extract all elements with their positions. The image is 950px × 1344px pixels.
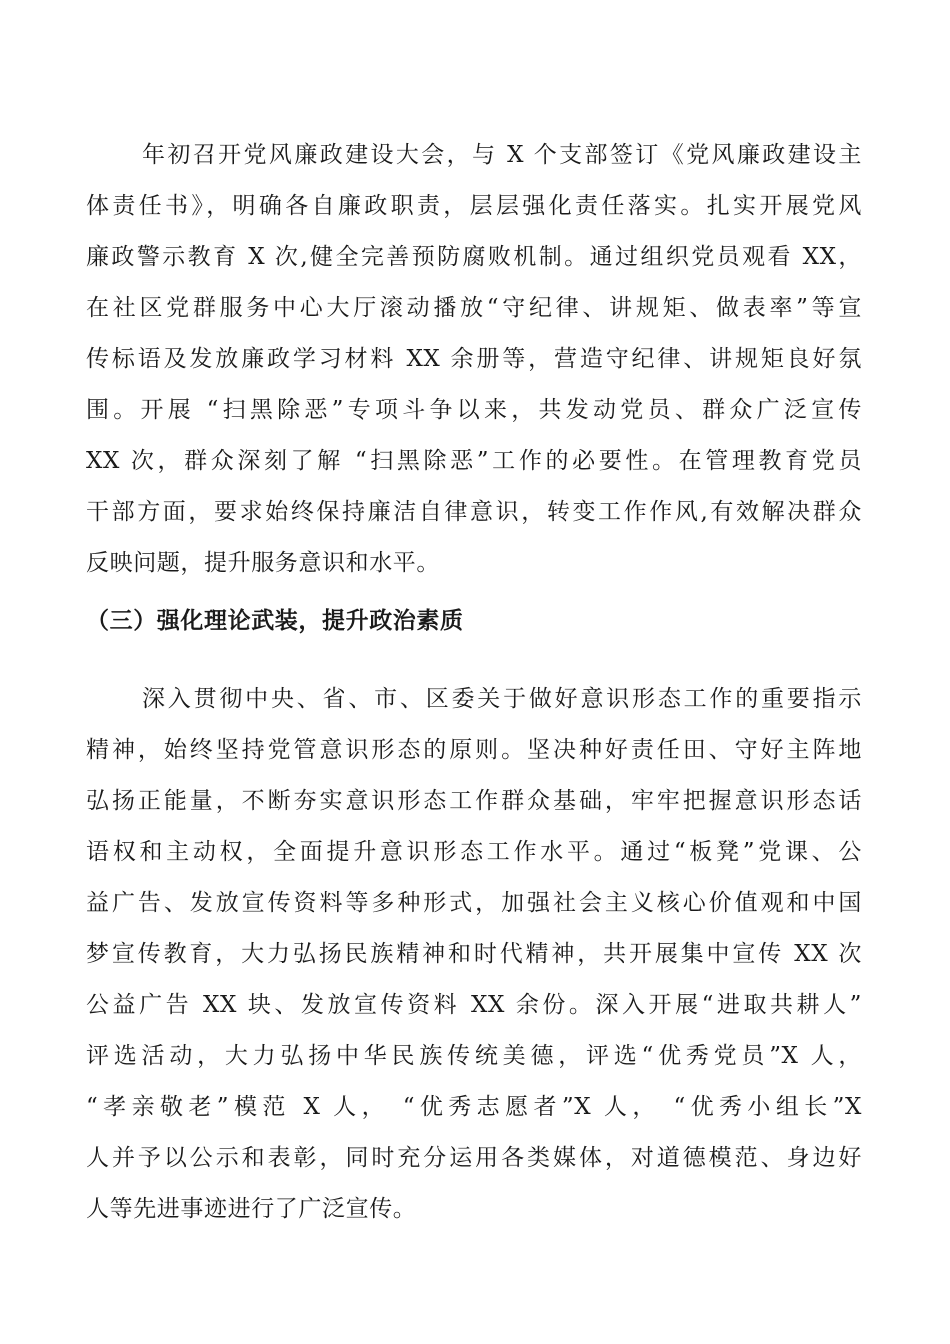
paragraph-line: 评选活动，大力弘扬中华民族传统美德，评选“优秀党员”X 人， — [86, 1043, 862, 1069]
paragraph-line: 弘扬正能量，不断夯实意识形态工作群众基础，牢牢把握意识形态话 — [86, 788, 862, 814]
paragraph-line: 在社区党群服务中心大厅滚动播放“守纪律、讲规矩、做表率”等宣 — [86, 295, 862, 321]
paragraph-line: 围。开展 “扫黑除恶”专项斗争以来，共发动党员、群众广泛宣传 — [86, 397, 862, 423]
paragraph-line: “孝亲敬老”模范 X 人， “优秀志愿者”X 人， “优秀小组长”X — [86, 1094, 862, 1120]
paragraph-line: 年初召开党风廉政建设大会，与 X 个支部签订《党风廉政建设主 — [142, 142, 862, 168]
paragraph-line: 人并予以公示和表彰，同时充分运用各类媒体，对道德模范、身边好 — [86, 1145, 862, 1171]
paragraph-line: 深入贯彻中央、省、市、区委关于做好意识形态工作的重要指示 — [142, 686, 862, 712]
section-heading: （三）强化理论武装，提升政治素质 — [86, 607, 464, 634]
paragraph-line: 益广告、发放宣传资料等多种形式，加强社会主义核心价值观和中国 — [86, 890, 862, 916]
paragraph-line: 体责任书》，明确各自廉政职责，层层强化责任落实。扎实开展党风 — [86, 193, 862, 219]
paragraph-line: 精神，始终坚持党管意识形态的原则。坚决种好责任田、守好主阵地 — [86, 737, 862, 763]
paragraph-line: 公益广告 XX 块、发放宣传资料 XX 余份。深入开展“进取共耕人” — [86, 992, 862, 1018]
paragraph-line: 反映问题，提升服务意识和水平。 — [86, 550, 440, 576]
paragraph-line: XX 次，群众深刻了解 “扫黑除恶”工作的必要性。在管理教育党员 — [86, 448, 862, 474]
paragraph-line: 梦宣传教育，大力弘扬民族精神和时代精神，共开展集中宣传 XX 次 — [86, 941, 862, 967]
paragraph-line: 人等先进事迹进行了广泛宣传。 — [86, 1196, 417, 1222]
paragraph-line: 廉政警示教育 X 次,健全完善预防腐败机制。通过组织党员观看 XX， — [86, 244, 862, 270]
paragraph-line: 语权和主动权，全面提升意识形态工作水平。通过“板凳”党课、公 — [86, 839, 862, 865]
paragraph-line: 干部方面，要求始终保持廉洁自律意识，转变工作作风,有效解决群众 — [86, 499, 862, 525]
paragraph-line: 传标语及发放廉政学习材料 XX 余册等，营造守纪律、讲规矩良好氛 — [86, 346, 862, 372]
